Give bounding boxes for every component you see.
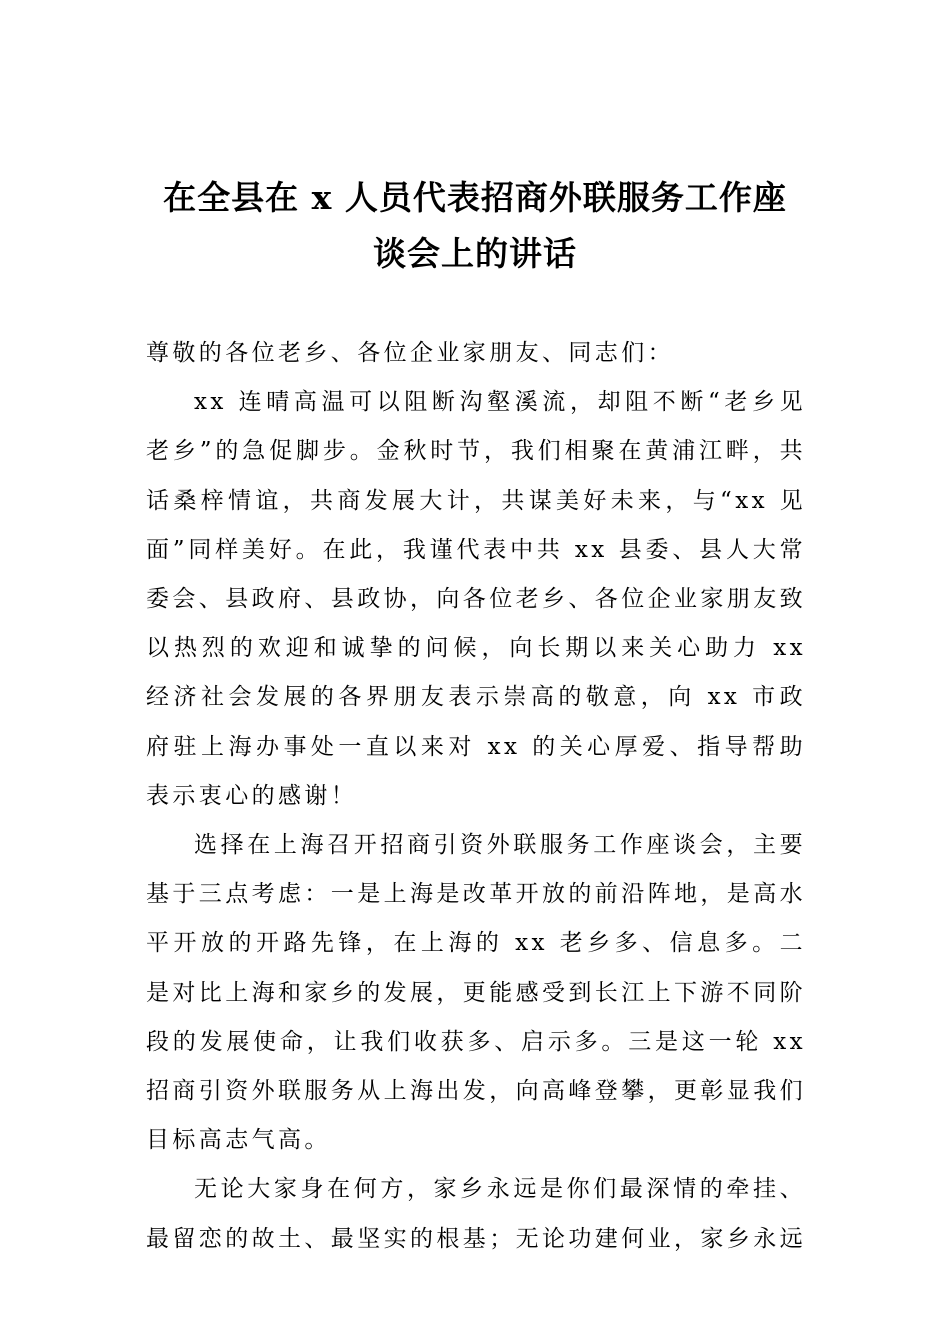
document-body bbox=[146, 329, 806, 1264]
title-line-1: 在全县在 x 人员代表招商外联服务工作座 bbox=[163, 178, 787, 217]
salutation: 尊敬的各位老乡、各位企业家朋友、同志们： bbox=[146, 340, 674, 366]
title-line-2: 谈会上的讲话 bbox=[373, 234, 577, 273]
paragraph-1: xx 连晴高温可以阻断沟壑溪流，却阻不断“老乡见老乡”的急促脚步。金秋时节，我们相聚在黄浦江畔，共话桑梓情谊，共商发展大计，共谋美好未来，与“xx 见面”同样美好。在此，我谨代表中共 xx 县委、县人大常委会、县政府、县政协，向各位老乡、各位企业家朋友致以热烈的欢迎和诚挚的问候，向长期以来关心助力 xx 经济社会发展的各界朋友表示崇高的敬意，向 xx 市政府驻上海办事处一直以来对 xx 的关心厚爱、指导帮助表示衷心的感谢！ bbox=[146, 389, 806, 809]
paragraph-2: 选择在上海召开招商引资外联服务工作座谈会，主要基于三点考虑：一是上海是改革开放的前沿阵地，是高水平开放的开路先锋，在上海的 xx 老乡多、信息多。二是对比上海和家乡的发展，更能感受到长江上下游不同阶段的发展使命，让我们收获多、启示多。三是这一轮 xx 招商引资外联服务从上海出发，向高峰登攀，更彰显我们目标高志气高。 bbox=[146, 832, 806, 1154]
document-title bbox=[140, 170, 810, 282]
paragraph-3: 无论大家身在何方，家乡永远是你们最深情的牵挂、最留恋的故土、最坚实的根基；无论功建何业，家乡永远 bbox=[146, 1176, 806, 1252]
